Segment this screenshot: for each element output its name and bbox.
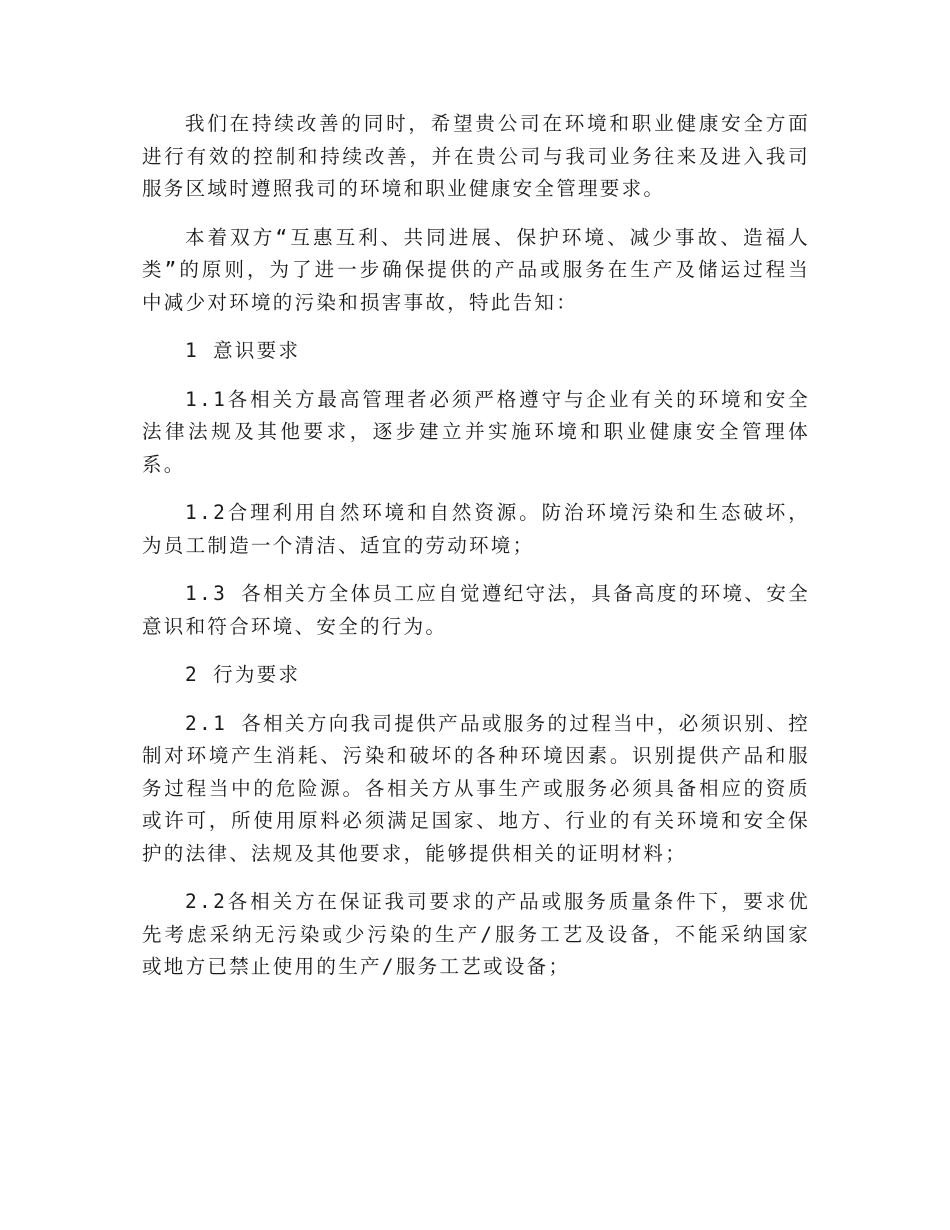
paragraph-1-3: 1.3 各相关方全体员工应自觉遵纪守法，具备高度的环境、安全意识和符合环境、安全的行为。 bbox=[142, 582, 810, 638]
document-body bbox=[142, 108, 810, 1000]
paragraph-1-2: 1.2合理利用自然环境和自然资源。防治环境污染和生态破坏，为员工制造一个清洁、适宜的劳动环境； bbox=[142, 501, 810, 557]
paragraph-principle: 本着双方“互惠互利、共同进展、保护环境、减少事故、造福人类”的原则，为了进一步确保提供的产品或服务在生产及储运过程当中减少对环境的污染和损害事故，特此告知： bbox=[142, 225, 810, 314]
paragraph-2-1: 2.1 各相关方向我司提供产品或服务的过程当中，必须识别、控制对环境产生消耗、污染和破坏的各种环境因素。识别提供产品和服务过程当中的危险源。各相关方从事生产或服务必须具备相应的资质或许可，所使用原料必须满足国家、地方、行业的有关环境和安全保护的法律、法规及其他要求，能够提供相关的证明材料； bbox=[142, 711, 810, 865]
section-heading-behavior: 2 行为要求 bbox=[185, 663, 301, 686]
paragraph-2-2: 2.2各相关方在保证我司要求的产品或服务质量条件下，要求优先考虑采纳无污染或少污染的生产/服务工艺及设备，不能采纳国家或地方已禁止使用的生产/服务工艺或设备； bbox=[142, 890, 810, 978]
section-heading-awareness: 1 意识要求 bbox=[185, 339, 301, 362]
paragraph-intro: 我们在持续改善的同时，希望贵公司在环境和职业健康安全方面进行有效的控制和持续改善，并在贵公司与我司业务往来及进入我司服务区域时遵照我司的环境和职业健康安全管理要求。 bbox=[142, 112, 810, 200]
paragraph-1-1: 1.1各相关方最高管理者必须严格遵守与企业有关的环境和安全法律法规及其他要求，逐步建立并实施环境和职业健康安全管理体系。 bbox=[142, 387, 810, 476]
